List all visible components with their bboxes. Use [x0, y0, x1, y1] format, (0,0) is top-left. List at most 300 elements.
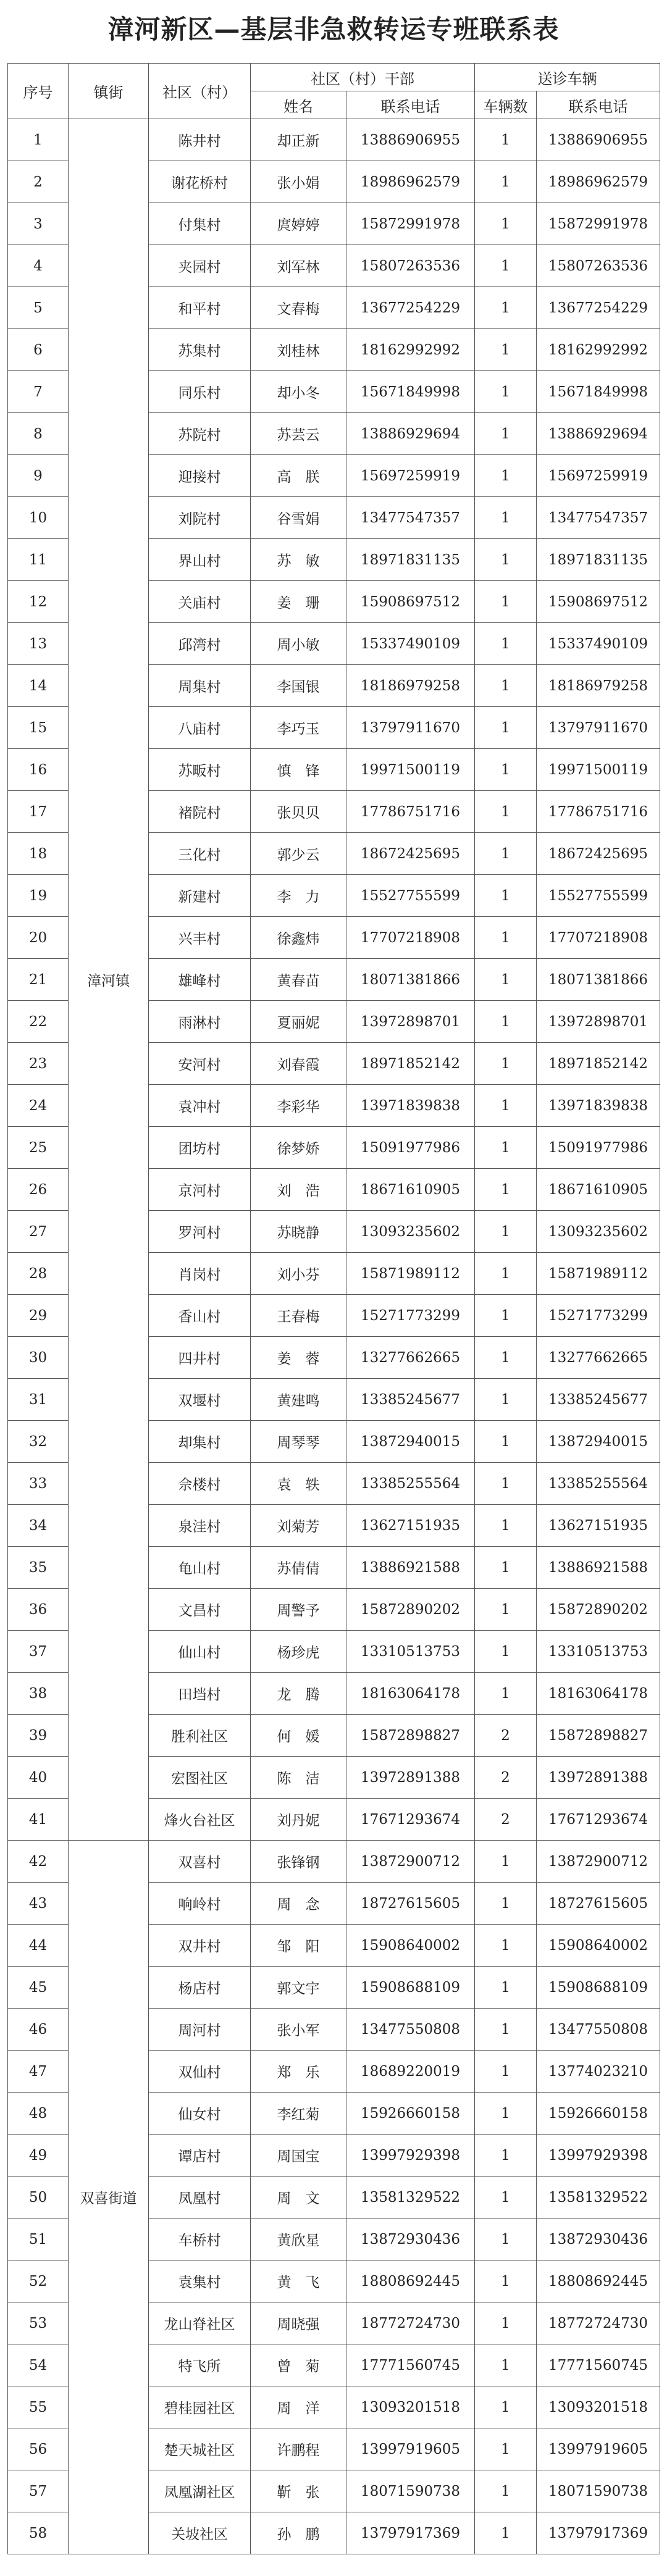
- cell-community: 四井村: [149, 1337, 251, 1379]
- cell-no: 50: [8, 2177, 69, 2218]
- cell-cadre-name: 庹婷婷: [251, 203, 346, 245]
- cell-vehicle-phone: 15908697512: [537, 581, 660, 623]
- cell-cadre-name: 李红菊: [251, 2093, 346, 2135]
- cell-vehicle-count: 2: [475, 1757, 537, 1799]
- cell-vehicle-phone: 13972898701: [537, 1001, 660, 1043]
- cell-no: 24: [8, 1085, 69, 1127]
- cell-cadre-phone: 13971839838: [346, 1085, 475, 1127]
- cell-cadre-name: 黄建鸣: [251, 1379, 346, 1421]
- cell-no: 17: [8, 791, 69, 833]
- cell-community: 龙山脊社区: [149, 2302, 251, 2344]
- cell-cadre-phone: 15527755599: [346, 875, 475, 917]
- cell-street: 双喜街道: [69, 1841, 149, 2554]
- cell-community: 陈井村: [149, 119, 251, 161]
- cell-cadre-phone: 18986962579: [346, 161, 475, 203]
- cell-vehicle-phone: 18772724730: [537, 2302, 660, 2344]
- cell-cadre-phone: 13581329522: [346, 2177, 475, 2218]
- cell-vehicle-phone: 18071590738: [537, 2470, 660, 2512]
- cell-community: 烽火台社区: [149, 1799, 251, 1841]
- cell-no: 47: [8, 2051, 69, 2093]
- cell-cadre-name: 郑 乐: [251, 2051, 346, 2093]
- cell-community: 特飞所: [149, 2344, 251, 2386]
- cell-community: 苏院村: [149, 413, 251, 455]
- cell-vehicle-count: 1: [475, 2135, 537, 2177]
- cell-vehicle-phone: 18671610905: [537, 1169, 660, 1211]
- cell-vehicle-count: 1: [475, 2344, 537, 2386]
- table-row: [8, 1841, 660, 1883]
- cell-cadre-name: 周警予: [251, 1589, 346, 1631]
- cell-vehicle-count: 1: [475, 749, 537, 791]
- cell-cadre-name: 姜 珊: [251, 581, 346, 623]
- cell-community: 京河村: [149, 1169, 251, 1211]
- cell-community: 佘楼村: [149, 1463, 251, 1505]
- cell-vehicle-phone: 18971831135: [537, 539, 660, 581]
- cell-cadre-name: 谷雪娟: [251, 497, 346, 539]
- cell-no: 7: [8, 371, 69, 413]
- cell-vehicle-phone: 13971839838: [537, 1085, 660, 1127]
- cell-no: 13: [8, 623, 69, 665]
- cell-community: 同乐村: [149, 371, 251, 413]
- cell-community: 田垱村: [149, 1673, 251, 1715]
- cell-cadre-phone: 13886929694: [346, 413, 475, 455]
- cell-no: 3: [8, 203, 69, 245]
- cell-no: 27: [8, 1211, 69, 1253]
- cell-no: 2: [8, 161, 69, 203]
- cell-cadre-name: 刘丹妮: [251, 1799, 346, 1841]
- cell-cadre-phone: 18971852142: [346, 1043, 475, 1085]
- cell-vehicle-count: 1: [475, 1085, 537, 1127]
- cell-vehicle-phone: 15871989112: [537, 1253, 660, 1295]
- cell-cadre-phone: 15671849998: [346, 371, 475, 413]
- header-cadre-group: 社区（村）干部: [251, 64, 475, 91]
- cell-vehicle-phone: 13581329522: [537, 2177, 660, 2218]
- cell-cadre-phone: 18772724730: [346, 2302, 475, 2344]
- page-title: 漳河新区—基层非急救转运专班联系表: [107, 14, 560, 44]
- cell-no: 53: [8, 2302, 69, 2344]
- cell-no: 18: [8, 833, 69, 875]
- cell-cadre-phone: 13385255564: [346, 1463, 475, 1505]
- cell-vehicle-phone: 13997929398: [537, 2135, 660, 2177]
- cell-cadre-name: 孙 鹏: [251, 2512, 346, 2554]
- cell-vehicle-phone: 13872940015: [537, 1421, 660, 1463]
- cell-cadre-name: 周国宝: [251, 2135, 346, 2177]
- cell-cadre-phone: 13477550808: [346, 2009, 475, 2051]
- cell-no: 52: [8, 2260, 69, 2302]
- cell-no: 14: [8, 665, 69, 707]
- cell-vehicle-phone: 13886929694: [537, 413, 660, 455]
- cell-no: 31: [8, 1379, 69, 1421]
- cell-cadre-phone: 13872900712: [346, 1841, 475, 1883]
- cell-no: 23: [8, 1043, 69, 1085]
- cell-no: 58: [8, 2512, 69, 2554]
- cell-vehicle-count: 1: [475, 1883, 537, 1925]
- cell-community: 仙山村: [149, 1631, 251, 1673]
- cell-cadre-phone: 13872940015: [346, 1421, 475, 1463]
- header-cadre-phone: 联系电话: [346, 91, 475, 119]
- cell-community: 安河村: [149, 1043, 251, 1085]
- cell-cadre-name: 周 洋: [251, 2386, 346, 2428]
- cell-cadre-phone: 18186979258: [346, 665, 475, 707]
- cell-community: 泉洼村: [149, 1505, 251, 1547]
- table-body: [8, 119, 660, 2554]
- cell-vehicle-count: 1: [475, 1001, 537, 1043]
- cell-vehicle-count: 1: [475, 539, 537, 581]
- cell-vehicle-count: 1: [475, 2260, 537, 2302]
- cell-cadre-phone: 15908688109: [346, 1967, 475, 2009]
- cell-cadre-name: 周晓强: [251, 2302, 346, 2344]
- cell-community: 夹园村: [149, 245, 251, 287]
- cell-vehicle-phone: 13872900712: [537, 1841, 660, 1883]
- cell-cadre-name: 苏芸云: [251, 413, 346, 455]
- cell-no: 51: [8, 2218, 69, 2260]
- cell-vehicle-count: 1: [475, 2093, 537, 2135]
- cell-cadre-phone: 18071590738: [346, 2470, 475, 2512]
- cell-cadre-phone: 13310513753: [346, 1631, 475, 1673]
- cell-vehicle-count: 1: [475, 2177, 537, 2218]
- cell-community: 响岭村: [149, 1883, 251, 1925]
- cell-no: 5: [8, 287, 69, 329]
- header-vehicle-group: 送诊车辆: [475, 64, 660, 91]
- cell-street: 漳河镇: [69, 119, 149, 1841]
- cell-vehicle-count: 1: [475, 1043, 537, 1085]
- cell-community: 仙女村: [149, 2093, 251, 2135]
- cell-vehicle-count: 1: [475, 2512, 537, 2554]
- cell-community: 袁冲村: [149, 1085, 251, 1127]
- cell-community: 关庙村: [149, 581, 251, 623]
- cell-cadre-name: 高 朕: [251, 455, 346, 497]
- cell-vehicle-count: 1: [475, 2009, 537, 2051]
- cell-cadre-phone: 13093235602: [346, 1211, 475, 1253]
- cell-vehicle-count: 1: [475, 707, 537, 749]
- cell-cadre-name: 文春梅: [251, 287, 346, 329]
- cell-vehicle-count: 1: [475, 2051, 537, 2093]
- cell-no: 28: [8, 1253, 69, 1295]
- cell-community: 新建村: [149, 875, 251, 917]
- cell-cadre-name: 刘小芬: [251, 1253, 346, 1295]
- cell-cadre-phone: 15271773299: [346, 1295, 475, 1337]
- cell-vehicle-phone: 15527755599: [537, 875, 660, 917]
- cell-no: 19: [8, 875, 69, 917]
- cell-cadre-phone: 13797911670: [346, 707, 475, 749]
- cell-vehicle-count: 1: [475, 1463, 537, 1505]
- cell-vehicle-count: 1: [475, 1295, 537, 1337]
- cell-vehicle-phone: 17707218908: [537, 917, 660, 959]
- cell-cadre-phone: 13797917369: [346, 2512, 475, 2554]
- cell-no: 12: [8, 581, 69, 623]
- cell-cadre-phone: 18808692445: [346, 2260, 475, 2302]
- cell-cadre-name: 李彩华: [251, 1085, 346, 1127]
- cell-community: 三化村: [149, 833, 251, 875]
- cell-cadre-name: 张贝贝: [251, 791, 346, 833]
- cell-community: 雨淋村: [149, 1001, 251, 1043]
- cell-vehicle-count: 1: [475, 161, 537, 203]
- cell-vehicle-count: 1: [475, 1841, 537, 1883]
- cell-cadre-phone: 15872890202: [346, 1589, 475, 1631]
- cell-vehicle-count: 1: [475, 1967, 537, 2009]
- cell-cadre-name: 姜 蓉: [251, 1337, 346, 1379]
- cell-community: 谭店村: [149, 2135, 251, 2177]
- cell-cadre-phone: 13093201518: [346, 2386, 475, 2428]
- cell-cadre-phone: 13477547357: [346, 497, 475, 539]
- cell-vehicle-phone: 18808692445: [537, 2260, 660, 2302]
- cell-community: 胜利社区: [149, 1715, 251, 1757]
- cell-no: 11: [8, 539, 69, 581]
- cell-cadre-name: 刘军林: [251, 245, 346, 287]
- cell-cadre-name: 却小冬: [251, 371, 346, 413]
- cell-vehicle-count: 1: [475, 2302, 537, 2344]
- cell-cadre-name: 郭少云: [251, 833, 346, 875]
- cell-cadre-name: 黄春苗: [251, 959, 346, 1001]
- header-community: 社区（村）: [149, 64, 251, 119]
- table-row: [8, 119, 660, 161]
- cell-community: 楚天城社区: [149, 2428, 251, 2470]
- cell-community: 双喜村: [149, 1841, 251, 1883]
- cell-no: 34: [8, 1505, 69, 1547]
- cell-cadre-phone: 13972891388: [346, 1757, 475, 1799]
- cell-vehicle-phone: 18986962579: [537, 161, 660, 203]
- cell-cadre-phone: 15908697512: [346, 581, 475, 623]
- contact-table: [7, 63, 660, 2554]
- cell-vehicle-count: 1: [475, 329, 537, 371]
- cell-no: 48: [8, 2093, 69, 2135]
- cell-no: 45: [8, 1967, 69, 2009]
- cell-no: 10: [8, 497, 69, 539]
- cell-vehicle-count: 1: [475, 1925, 537, 1967]
- cell-cadre-phone: 17707218908: [346, 917, 475, 959]
- cell-vehicle-phone: 15807263536: [537, 245, 660, 287]
- cell-vehicle-count: 2: [475, 1799, 537, 1841]
- cell-cadre-name: 却正新: [251, 119, 346, 161]
- cell-community: 周集村: [149, 665, 251, 707]
- cell-cadre-name: 张小军: [251, 2009, 346, 2051]
- cell-vehicle-count: 2: [475, 1715, 537, 1757]
- cell-no: 54: [8, 2344, 69, 2386]
- cell-vehicle-phone: 13477550808: [537, 2009, 660, 2051]
- cell-cadre-phone: 15872898827: [346, 1715, 475, 1757]
- cell-community: 兴丰村: [149, 917, 251, 959]
- cell-cadre-name: 周琴琴: [251, 1421, 346, 1463]
- cell-cadre-phone: 18727615605: [346, 1883, 475, 1925]
- header-vehicle-count: 车辆数: [475, 91, 537, 119]
- cell-cadre-phone: 15697259919: [346, 455, 475, 497]
- cell-cadre-name: 王春梅: [251, 1295, 346, 1337]
- cell-cadre-name: 黄欣星: [251, 2218, 346, 2260]
- cell-community: 宏图社区: [149, 1757, 251, 1799]
- cell-cadre-name: 周 念: [251, 1883, 346, 1925]
- cell-cadre-name: 刘春霞: [251, 1043, 346, 1085]
- cell-cadre-phone: 13677254229: [346, 287, 475, 329]
- cell-community: 凤凰湖社区: [149, 2470, 251, 2512]
- cell-no: 57: [8, 2470, 69, 2512]
- cell-vehicle-count: 1: [475, 413, 537, 455]
- cell-cadre-phone: 15872991978: [346, 203, 475, 245]
- cell-community: 肖岗村: [149, 1253, 251, 1295]
- cell-cadre-phone: 15337490109: [346, 623, 475, 665]
- cell-cadre-phone: 13997929398: [346, 2135, 475, 2177]
- cell-vehicle-count: 1: [475, 2470, 537, 2512]
- table-header: [8, 64, 660, 119]
- cell-cadre-name: 龙 腾: [251, 1673, 346, 1715]
- cell-vehicle-phone: 18971852142: [537, 1043, 660, 1085]
- cell-community: 界山村: [149, 539, 251, 581]
- cell-cadre-name: 杨珍虎: [251, 1631, 346, 1673]
- cell-cadre-phone: 17671293674: [346, 1799, 475, 1841]
- cell-vehicle-count: 1: [475, 959, 537, 1001]
- cell-vehicle-phone: 13797917369: [537, 2512, 660, 2554]
- cell-cadre-phone: 18971831135: [346, 539, 475, 581]
- cell-no: 36: [8, 1589, 69, 1631]
- cell-cadre-phone: 13972898701: [346, 1001, 475, 1043]
- cell-cadre-name: 曾 菊: [251, 2344, 346, 2386]
- cell-community: 龟山村: [149, 1547, 251, 1589]
- cell-community: 车桥村: [149, 2218, 251, 2260]
- cell-community: 苏畈村: [149, 749, 251, 791]
- cell-community: 团坊村: [149, 1127, 251, 1169]
- cell-no: 16: [8, 749, 69, 791]
- cell-cadre-phone: 15926660158: [346, 2093, 475, 2135]
- cell-vehicle-count: 1: [475, 875, 537, 917]
- cell-vehicle-count: 1: [475, 1127, 537, 1169]
- cell-vehicle-phone: 15091977986: [537, 1127, 660, 1169]
- cell-vehicle-phone: 18071381866: [537, 959, 660, 1001]
- cell-vehicle-phone: 18186979258: [537, 665, 660, 707]
- cell-no: 8: [8, 413, 69, 455]
- cell-no: 43: [8, 1883, 69, 1925]
- header-vehicle-phone: 联系电话: [537, 91, 660, 119]
- cell-vehicle-phone: 15872898827: [537, 1715, 660, 1757]
- cell-cadre-phone: 13277662665: [346, 1337, 475, 1379]
- cell-cadre-phone: 17771560745: [346, 2344, 475, 2386]
- cell-cadre-phone: 13385245677: [346, 1379, 475, 1421]
- cell-cadre-phone: 15908640002: [346, 1925, 475, 1967]
- cell-cadre-phone: 13886906955: [346, 119, 475, 161]
- cell-vehicle-phone: 13997919605: [537, 2428, 660, 2470]
- cell-vehicle-count: 1: [475, 791, 537, 833]
- cell-vehicle-count: 1: [475, 1379, 537, 1421]
- cell-cadre-name: 李 力: [251, 875, 346, 917]
- cell-vehicle-count: 1: [475, 287, 537, 329]
- cell-vehicle-count: 1: [475, 1547, 537, 1589]
- cell-no: 25: [8, 1127, 69, 1169]
- cell-vehicle-phone: 13093235602: [537, 1211, 660, 1253]
- cell-no: 9: [8, 455, 69, 497]
- cell-vehicle-count: 1: [475, 833, 537, 875]
- cell-community: 关坡社区: [149, 2512, 251, 2554]
- cell-vehicle-phone: 15337490109: [537, 623, 660, 665]
- cell-no: 37: [8, 1631, 69, 1673]
- cell-cadre-name: 李巧玉: [251, 707, 346, 749]
- cell-vehicle-count: 1: [475, 2218, 537, 2260]
- cell-vehicle-phone: 15908688109: [537, 1967, 660, 2009]
- cell-vehicle-phone: 18727615605: [537, 1883, 660, 1925]
- cell-vehicle-count: 1: [475, 1589, 537, 1631]
- cell-no: 44: [8, 1925, 69, 1967]
- cell-community: 凤凰村: [149, 2177, 251, 2218]
- cell-community: 迎接村: [149, 455, 251, 497]
- cell-cadre-phone: 13872930436: [346, 2218, 475, 2260]
- cell-community: 邱湾村: [149, 623, 251, 665]
- cell-no: 35: [8, 1547, 69, 1589]
- cell-cadre-name: 黄 飞: [251, 2260, 346, 2302]
- cell-community: 谢花桥村: [149, 161, 251, 203]
- cell-no: 38: [8, 1673, 69, 1715]
- cell-vehicle-phone: 13385255564: [537, 1463, 660, 1505]
- cell-vehicle-phone: 15872890202: [537, 1589, 660, 1631]
- cell-vehicle-phone: 13093201518: [537, 2386, 660, 2428]
- cell-vehicle-count: 1: [475, 581, 537, 623]
- cell-community: 付集村: [149, 203, 251, 245]
- cell-community: 袁集村: [149, 2260, 251, 2302]
- cell-cadre-name: 周小敏: [251, 623, 346, 665]
- cell-no: 30: [8, 1337, 69, 1379]
- cell-no: 1: [8, 119, 69, 161]
- cell-community: 香山村: [149, 1295, 251, 1337]
- cell-community: 周河村: [149, 2009, 251, 2051]
- cell-cadre-name: 周 文: [251, 2177, 346, 2218]
- cell-vehicle-count: 1: [475, 2386, 537, 2428]
- cell-vehicle-phone: 15697259919: [537, 455, 660, 497]
- cell-cadre-name: 许鹏程: [251, 2428, 346, 2470]
- cell-no: 6: [8, 329, 69, 371]
- cell-vehicle-count: 1: [475, 455, 537, 497]
- cell-vehicle-phone: 15926660158: [537, 2093, 660, 2135]
- cell-vehicle-phone: 13872930436: [537, 2218, 660, 2260]
- cell-vehicle-count: 1: [475, 1631, 537, 1673]
- cell-cadre-name: 何 媛: [251, 1715, 346, 1757]
- cell-no: 49: [8, 2135, 69, 2177]
- cell-community: 刘院村: [149, 497, 251, 539]
- cell-vehicle-phone: 13886906955: [537, 119, 660, 161]
- cell-community: 双井村: [149, 1925, 251, 1967]
- cell-no: 15: [8, 707, 69, 749]
- cell-cadre-name: 苏 敏: [251, 539, 346, 581]
- cell-cadre-name: 徐梦娇: [251, 1127, 346, 1169]
- cell-no: 21: [8, 959, 69, 1001]
- cell-no: 42: [8, 1841, 69, 1883]
- cell-cadre-phone: 18071381866: [346, 959, 475, 1001]
- cell-cadre-phone: 18163064178: [346, 1673, 475, 1715]
- cell-no: 22: [8, 1001, 69, 1043]
- cell-vehicle-count: 1: [475, 1505, 537, 1547]
- cell-community: 和平村: [149, 287, 251, 329]
- cell-vehicle-phone: 13677254229: [537, 287, 660, 329]
- cell-community: 双仙村: [149, 2051, 251, 2093]
- cell-no: 32: [8, 1421, 69, 1463]
- cell-vehicle-count: 1: [475, 1253, 537, 1295]
- cell-no: 39: [8, 1715, 69, 1757]
- cell-no: 46: [8, 2009, 69, 2051]
- cell-vehicle-phone: 13627151935: [537, 1505, 660, 1547]
- cell-cadre-phone: 13627151935: [346, 1505, 475, 1547]
- cell-vehicle-phone: 17786751716: [537, 791, 660, 833]
- cell-vehicle-count: 1: [475, 497, 537, 539]
- cell-vehicle-count: 1: [475, 1169, 537, 1211]
- cell-vehicle-phone: 18162992992: [537, 329, 660, 371]
- header-cadre-name: 姓名: [251, 91, 346, 119]
- cell-cadre-name: 刘桂林: [251, 329, 346, 371]
- cell-cadre-name: 刘菊芳: [251, 1505, 346, 1547]
- cell-no: 56: [8, 2428, 69, 2470]
- cell-cadre-name: 徐鑫炜: [251, 917, 346, 959]
- cell-cadre-phone: 15871989112: [346, 1253, 475, 1295]
- cell-vehicle-phone: 13886921588: [537, 1547, 660, 1589]
- cell-vehicle-count: 1: [475, 1673, 537, 1715]
- cell-cadre-phone: 19971500119: [346, 749, 475, 791]
- cell-cadre-name: 李国银: [251, 665, 346, 707]
- cell-no: 4: [8, 245, 69, 287]
- cell-cadre-phone: 15091977986: [346, 1127, 475, 1169]
- cell-cadre-phone: 13886921588: [346, 1547, 475, 1589]
